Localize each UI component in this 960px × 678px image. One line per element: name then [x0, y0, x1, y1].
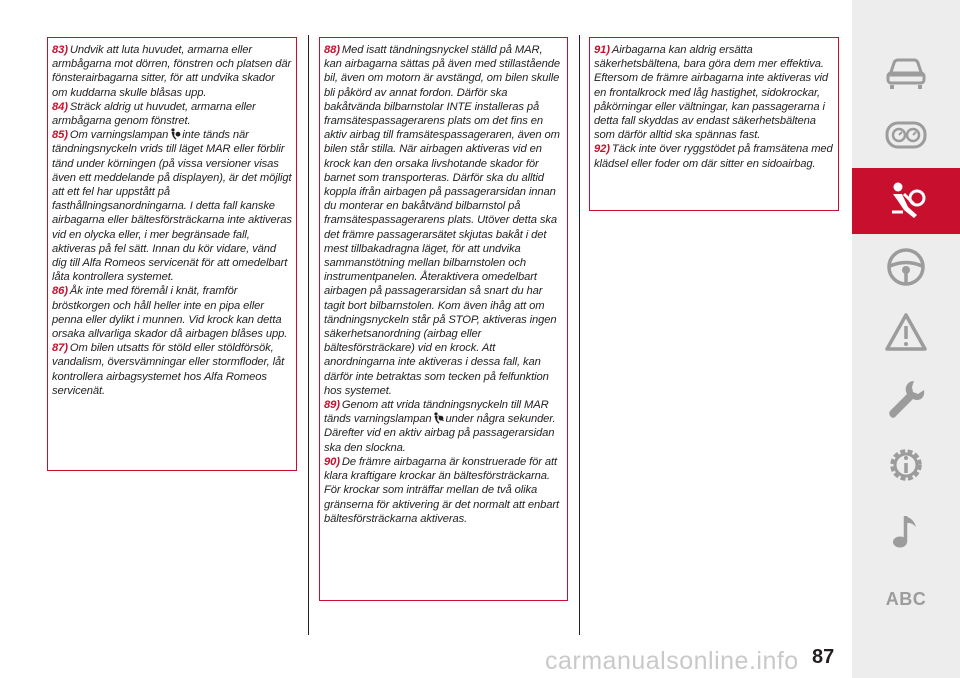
note-87: 87) Om bilen utsatts för stöld eller stöldförsök, vandalism, översvämningar eller stormfloder, låt kontrollera airbagsystemet hos Alfa Romeos servicenät.	[52, 342, 285, 397]
note-90: 90) De främre airbagarna är konstruerade för att klara kraftigare krockar än bältesförsträckarna. För krockar som inträffar mellan de två olika gränserna för aktivering är det normalt att enbart bältesförsträckarna aktiveras.	[324, 455, 560, 525]
car-icon	[884, 49, 928, 93]
sidebar-item-index[interactable]	[852, 566, 960, 632]
index-abc-label: ABC	[885, 588, 927, 609]
sidebar-item-dashboard[interactable]	[852, 102, 960, 168]
note-86: 86) Åk inte med föremål i knät, framför bröstkorgen och håll heller inte en pipa eller penna eller dylikt i munnen. Vid krock kan detta orsaka allvarliga skador då airbagen blåses upp.	[52, 285, 288, 341]
column-divider	[308, 35, 309, 635]
warning-box-column-1	[47, 37, 297, 471]
sidebar-item-safety[interactable]	[852, 168, 960, 234]
page-number: 87	[812, 646, 835, 668]
watermark: carmanualsonline.info	[545, 647, 799, 675]
warning-box-column-3	[589, 37, 839, 211]
steering-wheel-icon	[884, 245, 928, 289]
sidebar-item-technical-data[interactable]	[852, 432, 960, 498]
column-divider	[579, 35, 580, 635]
airbag-warning-icon	[169, 128, 181, 140]
sidebar-item-maintenance[interactable]	[852, 366, 960, 432]
music-note-icon	[884, 509, 928, 553]
sidebar-item-driving[interactable]	[852, 234, 960, 300]
note-83: 83) Undvik att luta huvudet, armarna eller armbågarna mot dörren, fönstren och platsen där fönsterairbagarna sitter, för att undvika skador om kuddarna skulle blåsas upp.	[52, 44, 292, 99]
sidebar-item-multimedia[interactable]	[852, 498, 960, 564]
technical-data-gear-icon	[884, 443, 928, 487]
note-84: 84) Sträck aldrig ut huvudet, armarna eller armbågarna genom fönstret.	[52, 100, 256, 128]
sidebar-item-car[interactable]	[852, 38, 960, 104]
warning-box-column-2	[319, 37, 568, 601]
airbag-seat-icon	[884, 179, 928, 223]
wrench-icon	[884, 377, 928, 421]
passenger-airbag-off-icon	[432, 412, 444, 424]
sidebar-item-emergency[interactable]	[852, 300, 960, 366]
note-88: 88) Med isatt tändningsnyckel ställd på MAR, kan airbagarna sättas på även med stillastående bil, även om motorn är avstängd, om bilen skulle bli påkörd av annat fordon. Därför ska bakåtvända bilbarnstolar INTE installeras på framsätespassagerarens plats om det fins en aktiv airbag till framsätespassageraren, även om bilen står stilla. När airbagen aktiveras vid en krock kan den orsaka livshotande skador för barnet som transporteras. Därför ska du alltid koppla ifrån airbagen på passagerarsidan innan du monterar en bakåtvänd bilbarnstol på framsätespassagerarens plats. Utöver detta ska det främre passagerarsätet skjutas bakåt i det mest tillbakadragna läget, för att undvika sammanstötning mellan bilbarnstolen och instrumentpanelen. Återaktivera omedelbart airbagen på passagerarsidan så snart du har tagit bort bilbarnstolen. Kom även ihåg att om tändningsnyckeln står på STOP, aktiveras ingen säkerhetsanordning (airbag eller bältesförsträckare) vid en krock. Att anordningarna inte aktiveras i dessa fall, kan därför inte betraktas som tecken på felfunktion hos systemet.	[324, 44, 560, 397]
note-91: 91) Airbagarna kan aldrig ersätta säkerhetsbältena, bara göra dem mer effektiva. Eftersom de främre airbagarna inte aktiveras vid en frontalkrock med låg hastighet, sidokrockar, påkörningar eller vältningar, kan passagerarna i detta fall skyddas av endast säkerhetsbältena som därför alltid ska spännas fast.	[594, 44, 828, 142]
warning-triangle-icon	[884, 311, 928, 355]
dashboard-gauges-icon	[884, 113, 928, 157]
note-89: 89) Genom att vrida tändningsnyckeln till MAR tänds varningslampan under några sekunder. Därefter vid en aktiv airbag på passagerarsidan ska den slockna.	[324, 399, 556, 454]
note-85: 85) Om varningslampan inte tänds när tändningsnyckeln vrids till läget MAR eller förblir tänd under körningen (på vissa versioner visas även ett meddelande på displayen), är det möjligt att ett fel har uppstått på fasthållningsanordningarna. I detta fall kanske airbagarna eller bältesförsträckarna inte aktiveras vid en olycka eller, i mer begränsade fall, aktiveras på fel sätt. Innan du kör vidare, vänd dig till Alfa Romeos servicenät för att omedelbart låta kontrollera systemet.	[52, 129, 292, 284]
chapter-sidebar	[852, 0, 960, 678]
note-92: 92) Täck inte över ryggstödet på framsätena med klädsel eller foder om där sitter en sidoairbag.	[594, 143, 833, 170]
